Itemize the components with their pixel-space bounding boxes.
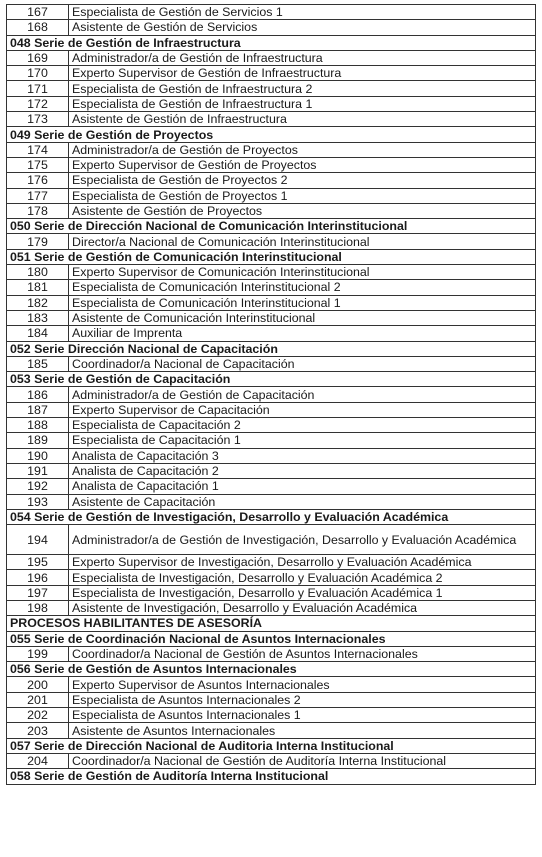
position-title: Asistente de Comunicación Interinstitucional (69, 310, 536, 325)
position-row (7, 570, 536, 585)
position-number: 183 (7, 310, 69, 325)
position-title: Analista de Capacitación 3 (69, 448, 536, 463)
position-number: 190 (7, 448, 69, 463)
series-header-title: 050 Serie de Dirección Nacional de Comunicación Interinstitucional (7, 219, 536, 234)
position-row (7, 479, 536, 494)
position-row (7, 142, 536, 157)
position-row (7, 280, 536, 295)
series-header-row (7, 509, 536, 524)
position-row (7, 96, 536, 111)
position-title: Especialista de Comunicación Interinstitucional 2 (69, 280, 536, 295)
position-number: 202 (7, 708, 69, 723)
position-number: 201 (7, 692, 69, 707)
position-title: Asistente de Gestión de Proyectos (69, 203, 536, 218)
series-header-row (7, 127, 536, 142)
series-header-title: 056 Serie de Gestión de Asuntos Internacionales (7, 662, 536, 677)
position-title: Administrador/a de Gestión de Proyectos (69, 142, 536, 157)
position-title: Administrador/a de Gestión de Infraestructura (69, 50, 536, 65)
position-number: 167 (7, 5, 69, 20)
position-title: Administrador/a de Gestión de Investigación, Desarrollo y Evaluación Académica (69, 525, 536, 555)
position-number: 171 (7, 81, 69, 96)
document-page (6, 4, 536, 785)
position-row (7, 448, 536, 463)
position-number: 174 (7, 142, 69, 157)
position-row (7, 753, 536, 768)
position-title: Coordinador/a Nacional de Gestión de Auditoría Interna Institucional (69, 753, 536, 768)
position-title: Especialista de Gestión de Proyectos 2 (69, 173, 536, 188)
position-row (7, 402, 536, 417)
position-row (7, 5, 536, 20)
series-header-row (7, 631, 536, 646)
position-row (7, 723, 536, 738)
series-header-row (7, 372, 536, 387)
position-number: 187 (7, 402, 69, 417)
position-row (7, 463, 536, 478)
position-number: 195 (7, 555, 69, 570)
position-number: 193 (7, 494, 69, 509)
position-row (7, 418, 536, 433)
series-header-title: 053 Serie de Gestión de Capacitación (7, 372, 536, 387)
series-header-row (7, 662, 536, 677)
position-number: 175 (7, 157, 69, 172)
position-number: 176 (7, 173, 69, 188)
position-number: 185 (7, 356, 69, 371)
position-row (7, 173, 536, 188)
position-row (7, 677, 536, 692)
position-row (7, 356, 536, 371)
series-header-title: 048 Serie de Gestión de Infraestructura (7, 35, 536, 50)
series-header-title: 057 Serie de Dirección Nacional de Auditoria Interna Institucional (7, 738, 536, 753)
position-title: Especialista de Gestión de Infraestructura 2 (69, 81, 536, 96)
position-row (7, 326, 536, 341)
position-row (7, 555, 536, 570)
position-table (6, 4, 536, 785)
position-title: Especialista de Capacitación 1 (69, 433, 536, 448)
position-number: 198 (7, 600, 69, 615)
series-header-row (7, 341, 536, 356)
position-number: 204 (7, 753, 69, 768)
position-title: Especialista de Investigación, Desarrollo y Evaluación Académica 2 (69, 570, 536, 585)
position-number: 196 (7, 570, 69, 585)
series-header-title: 051 Serie de Gestión de Comunicación Interinstitucional (7, 249, 536, 264)
position-number: 191 (7, 463, 69, 478)
series-header-title: 054 Serie de Gestión de Investigación, Desarrollo y Evaluación Académica (7, 509, 536, 524)
position-row (7, 310, 536, 325)
position-title: Experto Supervisor de Capacitación (69, 402, 536, 417)
position-title: Especialista de Asuntos Internacionales 1 (69, 708, 536, 723)
position-number: 186 (7, 387, 69, 402)
position-title: Asistente de Gestión de Infraestructura (69, 112, 536, 127)
position-number: 181 (7, 280, 69, 295)
position-number: 169 (7, 50, 69, 65)
position-row (7, 234, 536, 249)
position-title: Especialista de Asuntos Internacionales 2 (69, 692, 536, 707)
position-row (7, 387, 536, 402)
position-title: Especialista de Capacitación 2 (69, 418, 536, 433)
position-number: 173 (7, 112, 69, 127)
position-number: 177 (7, 188, 69, 203)
series-header-title: 049 Serie de Gestión de Proyectos (7, 127, 536, 142)
series-header-title: 055 Serie de Coordinación Nacional de Asuntos Internacionales (7, 631, 536, 646)
position-row (7, 692, 536, 707)
position-title: Analista de Capacitación 2 (69, 463, 536, 478)
position-number: 168 (7, 20, 69, 35)
position-number: 192 (7, 479, 69, 494)
series-header-row (7, 616, 536, 631)
position-title: Experto Supervisor de Comunicación Interinstitucional (69, 265, 536, 280)
position-row (7, 157, 536, 172)
position-title: Coordinador/a Nacional de Gestión de Asuntos Internacionales (69, 646, 536, 661)
series-header-row (7, 738, 536, 753)
series-header-title: 052 Serie Dirección Nacional de Capacitación (7, 341, 536, 356)
position-title: Asistente de Capacitación (69, 494, 536, 509)
position-row (7, 81, 536, 96)
series-header-row (7, 219, 536, 234)
series-header-title: PROCESOS HABILITANTES DE ASESORÍA (7, 616, 536, 631)
position-number: 184 (7, 326, 69, 341)
position-number: 180 (7, 265, 69, 280)
position-number: 179 (7, 234, 69, 249)
position-title: Asistente de Investigación, Desarrollo y Evaluación Académica (69, 600, 536, 615)
position-title: Experto Supervisor de Asuntos Internacionales (69, 677, 536, 692)
position-number: 189 (7, 433, 69, 448)
position-number: 200 (7, 677, 69, 692)
position-title: Experto Supervisor de Gestión de Proyectos (69, 157, 536, 172)
position-row (7, 708, 536, 723)
position-number: 199 (7, 646, 69, 661)
position-row (7, 203, 536, 218)
series-header-title: 058 Serie de Gestión de Auditoría Interna Institucional (7, 769, 536, 784)
position-title: Coordinador/a Nacional de Capacitación (69, 356, 536, 371)
position-row (7, 50, 536, 65)
position-title: Administrador/a de Gestión de Capacitación (69, 387, 536, 402)
position-title: Director/a Nacional de Comunicación Interinstitucional (69, 234, 536, 249)
position-row (7, 20, 536, 35)
position-title: Experto Supervisor de Gestión de Infraestructura (69, 66, 536, 81)
position-title: Especialista de Comunicación Interinstitucional 1 (69, 295, 536, 310)
position-row (7, 600, 536, 615)
position-row (7, 646, 536, 661)
position-row (7, 494, 536, 509)
position-title: Analista de Capacitación 1 (69, 479, 536, 494)
position-row (7, 188, 536, 203)
position-number: 197 (7, 585, 69, 600)
position-title: Auxiliar de Imprenta (69, 326, 536, 341)
position-title: Experto Supervisor de Investigación, Desarrollo y Evaluación Académica (69, 555, 536, 570)
position-title: Asistente de Gestión de Servicios (69, 20, 536, 35)
position-number: 178 (7, 203, 69, 218)
position-title: Especialista de Gestión de Infraestructura 1 (69, 96, 536, 111)
position-number: 188 (7, 418, 69, 433)
position-row (7, 585, 536, 600)
position-title: Asistente de Asuntos Internacionales (69, 723, 536, 738)
position-row (7, 525, 536, 555)
series-header-row (7, 35, 536, 50)
position-row (7, 112, 536, 127)
position-row (7, 295, 536, 310)
position-number: 203 (7, 723, 69, 738)
position-title: Especialista de Gestión de Servicios 1 (69, 5, 536, 20)
position-row (7, 433, 536, 448)
position-table-body (7, 5, 536, 785)
position-row (7, 66, 536, 81)
position-number: 172 (7, 96, 69, 111)
position-number: 182 (7, 295, 69, 310)
position-number: 170 (7, 66, 69, 81)
series-header-row (7, 249, 536, 264)
position-title: Especialista de Gestión de Proyectos 1 (69, 188, 536, 203)
position-title: Especialista de Investigación, Desarrollo y Evaluación Académica 1 (69, 585, 536, 600)
position-row (7, 265, 536, 280)
position-number: 194 (7, 525, 69, 555)
series-header-row (7, 769, 536, 784)
